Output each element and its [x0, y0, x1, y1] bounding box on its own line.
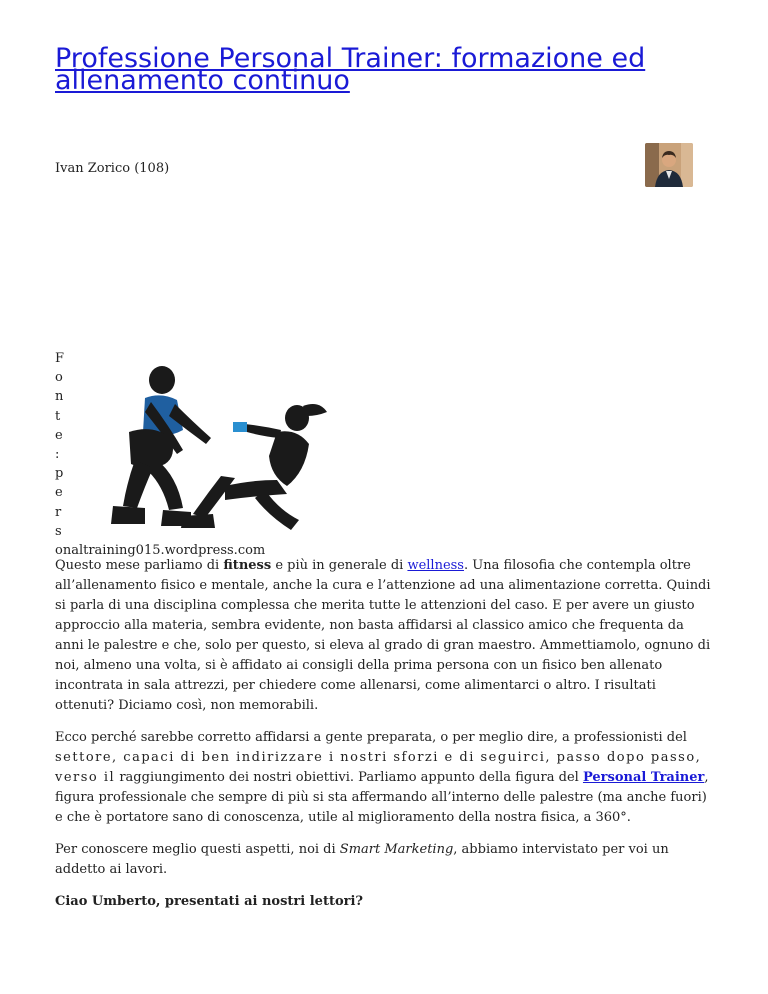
wellness-link[interactable]: wellness: [407, 558, 464, 573]
text-span: raggiungimento dei nostri obiettivi. Parliamo appunto della figura del: [115, 770, 583, 785]
caption-letter: :: [55, 447, 60, 463]
personal-trainer-link[interactable]: [583, 770, 704, 785]
text-span: Ecco perché sarebbe corretto affidarsi a gente preparata, o per meglio dire, a professionisti del: [55, 730, 687, 745]
text-span: e più in generale di: [271, 558, 408, 573]
question-text: Ciao Umberto, presentati ai nostri lettori?: [55, 894, 364, 909]
caption-letter: t: [55, 408, 61, 424]
article-title: [55, 43, 715, 96]
justified-line: settore, capaci di ben indirizzare i nostri sforzi e di seguirci, passo dopo passo, verso il: [55, 750, 702, 785]
caption-letter: e: [55, 427, 63, 443]
article-body: [55, 556, 715, 924]
paragraph-2: [55, 728, 715, 828]
text-span: Per conoscere meglio questi aspetti, noi di: [55, 842, 340, 857]
bold-text: fitness: [223, 558, 272, 573]
link-label: Personal Trainer: [582, 770, 705, 785]
caption-letter: F: [55, 351, 65, 366]
paragraph-3: [55, 840, 715, 880]
italic-text: Smart Marketing: [339, 842, 454, 857]
caption-letter: n: [55, 389, 64, 405]
text-span: Questo mese parliamo di: [55, 558, 224, 573]
paragraph-1: [55, 556, 715, 716]
caption-source: onaltraining015.wordpress.com: [55, 543, 266, 559]
article-title-link[interactable]: Professione Personal Trainer: formazione ed allenamento continuo: [55, 43, 646, 96]
text-span: . Una filosofia che contempla oltre all’allenamento fisico e mentale, anche la cura e l’attenzione ad una alimentazione corretta. Quindi si parla di una disciplina complessa che merita tutte le attenzioni del caso. E per avere un giusto approccio alla materia, sembra evidente, non basta affidarsi al classico amico che frequenta da anni le palestre e che, solo per questo, si eleva al grado di gran maestro. Ammettiamolo, ognuno di noi, almeno una volta, si è affidato ai consigli della prima persona con un fisico ben allenato incontrata in sala attrezzi, per chiedere come allenarsi, come alimentarci o altro. I risultati ottenuti? Diciamo così, non memorabili.: [55, 558, 711, 713]
fitness-photo: [65, 360, 355, 535]
interview-question: [55, 892, 715, 912]
caption-letter: o: [55, 370, 63, 386]
text-span: , abbiamo intervistato per voi un addetto ai lavori.: [55, 842, 669, 877]
caption-letter: p: [55, 466, 64, 482]
caption-letter: r: [55, 504, 62, 520]
caption-letter: e: [55, 485, 63, 501]
caption-letter: s: [55, 523, 62, 539]
author-avatar: [645, 143, 693, 187]
author-name: Ivan Zorico (108): [55, 161, 170, 176]
text-span: , figura professionale che sempre di più si sta affermando all’interno delle palestre (ma anche fuori) e che è portatore sano di conoscenza, utile al miglioramento della nostra fisica, a 360°.: [55, 770, 709, 825]
